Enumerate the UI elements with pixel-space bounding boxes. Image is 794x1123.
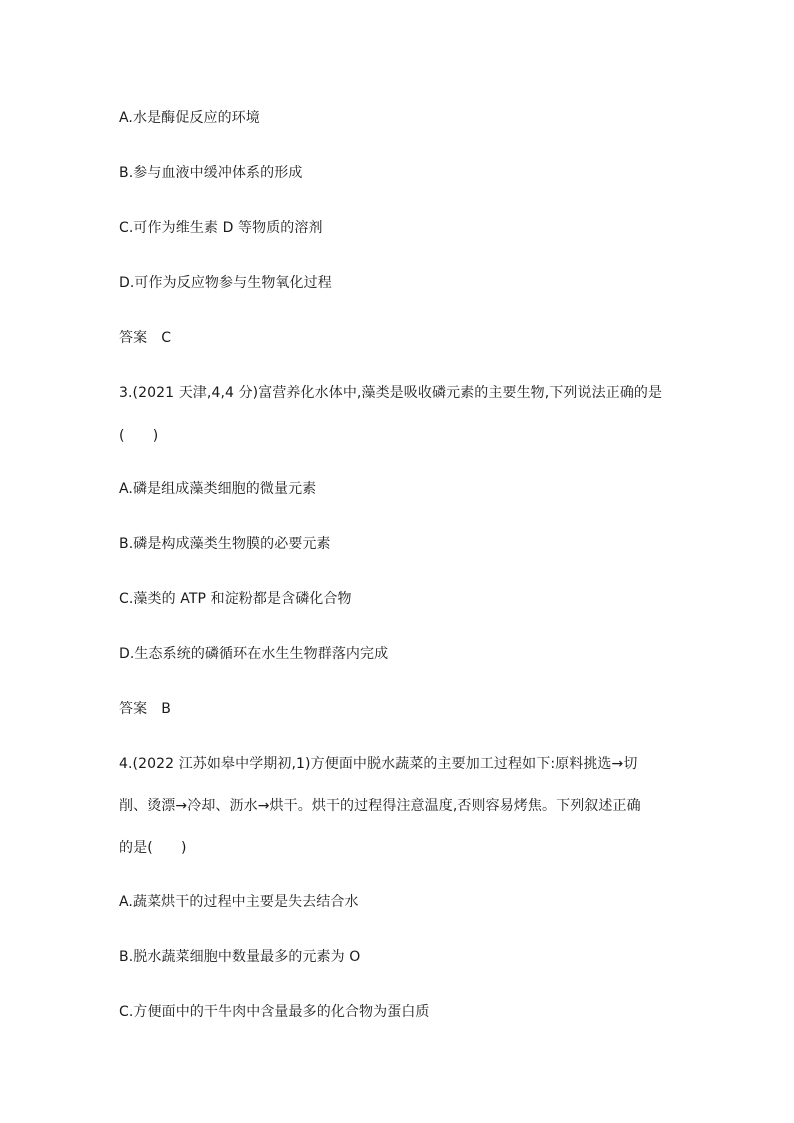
q4-option-b: B.脱水蔬菜细胞中数量最多的元素为 O	[119, 949, 361, 965]
q3-stem-line1: 3.(2021 天津,4,4 分)富营养化水体中,藻类是吸收磷元素的主要生物,下列说法正确的是	[119, 385, 663, 401]
q3-stem-line2: ( )	[119, 428, 159, 444]
q4-stem-line2: 削、烫漂→冷却、沥水→烘干。烘干的过程得注意温度,否则容易烤焦。下列叙述正确	[119, 798, 641, 814]
q3-option-d: D.生态系统的磷循环在水生生物群落内完成	[119, 646, 389, 662]
q4-stem-line3: 的是( )	[119, 840, 187, 856]
q2-answer: 答案 C	[119, 330, 172, 346]
q3-option-b: B.磷是构成藻类生物膜的必要元素	[119, 536, 331, 552]
q3-option-c: C.藻类的 ATP 和淀粉都是含磷化合物	[119, 591, 352, 607]
q4-option-a: A.蔬菜烘干的过程中主要是失去结合水	[119, 894, 359, 910]
q2-option-c: C.可作为维生素 D 等物质的溶剂	[119, 220, 323, 236]
q3-answer: 答案 B	[119, 701, 172, 717]
q2-option-d: D.可作为反应物参与生物氧化过程	[119, 275, 332, 291]
q2-option-a: A.水是酶促反应的环境	[119, 110, 260, 126]
q4-stem-line1: 4.(2022 江苏如皋中学期初,1)方便面中脱水蔬菜的主要加工过程如下:原料挑选→切	[119, 756, 638, 772]
q3-option-a: A.磷是组成藻类细胞的微量元素	[119, 481, 317, 497]
q4-option-c: C.方便面中的干牛肉中含量最多的化合物为蛋白质	[119, 1004, 430, 1020]
q2-option-b: B.参与血液中缓冲体系的形成	[119, 165, 303, 181]
